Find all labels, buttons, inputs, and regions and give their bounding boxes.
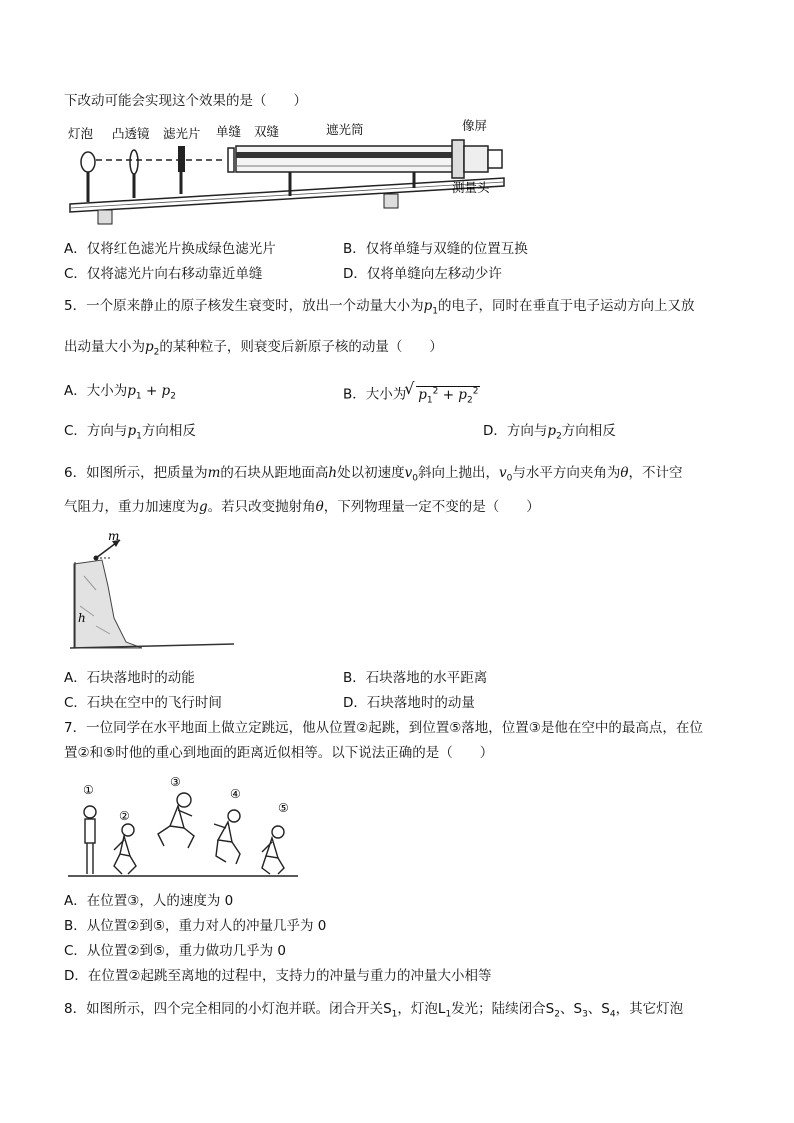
- q4-double-slit-apparatus-figure: [64, 116, 514, 228]
- label-pos3: ③: [170, 775, 181, 789]
- q6-option-d: D．石块落地时的动量: [343, 695, 475, 711]
- label-filter: 滤光片: [163, 126, 201, 141]
- label-probe: 测量头: [452, 180, 490, 195]
- label-pos4: ④: [230, 787, 241, 801]
- label-h: h: [78, 611, 86, 625]
- label-double-slit: 双缝: [254, 124, 280, 139]
- q4-stem-tail: 下改动可能会实现这个效果的是（ ）: [64, 93, 307, 109]
- label-pos2: ②: [119, 809, 130, 823]
- q7-option-d: D．在位置②起跳至离地的过程中，支持力的冲量与重力的冲量大小相等: [64, 968, 492, 984]
- q6-stem-line1: 6．如图所示，把质量为m的石块从距地面高h处以初速度$v_0$斜向上抛出，$v_0$与水平方向夹角为θ，不计空: [64, 465, 683, 484]
- q6-option-a: A．石块落地时的动能: [64, 670, 195, 686]
- q5-option-d: D．方向与$p_2$方向相反: [483, 423, 616, 442]
- q7-stem-line1: 7．一位同学在水平地面上做立定跳远，他从位置②起跳，到位置⑤落地，位置③是他在空中的最高点，在位: [64, 720, 703, 736]
- q4-option-a: A．仅将红色滤光片换成绿色滤光片: [64, 241, 276, 257]
- label-pos5: ⑤: [278, 801, 289, 815]
- q7-standing-long-jump-figure: [66, 772, 302, 882]
- q4-option-d: D．仅将单缝向左移动少许: [343, 266, 502, 282]
- q6-stem-line2: 气阻力，重力加速度为g。若只改变抛射角θ，下列物理量一定不变的是（ ）: [64, 499, 540, 515]
- q8-stem-line1: 8．如图所示，四个完全相同的小灯泡并联。闭合开关$S_1$，灯泡$L_1$发光；陆续闭合$S_2$、$S_3$、$S_4$，其它灯泡: [64, 1001, 684, 1020]
- q5-option-a: A．大小为$p_1 + p_2$: [64, 383, 176, 402]
- label-bulb: 灯泡: [68, 126, 94, 141]
- label-tube: 遮光筒: [326, 122, 364, 137]
- label-lens: 凸透镜: [112, 126, 150, 141]
- label-single-slit: 单缝: [216, 124, 242, 139]
- label-m: m: [108, 529, 120, 543]
- q5-stem-line2: 出动量大小为$p_2$的某种粒子，则衰变后新原子核的动量（ ）: [64, 339, 443, 358]
- q4-option-b: B．仅将单缝与双缝的位置互换: [343, 241, 528, 257]
- q5-stem-line1: 5．一个原来静止的原子核发生衰变时，放出一个动量大小为$p_1$的电子，同时在垂直于电子运动方向上又放: [64, 298, 695, 317]
- q7-option-a: A．在位置③，人的速度为 0: [64, 893, 234, 909]
- q6-option-b: B．石块落地的水平距离: [343, 670, 488, 686]
- q6-cliff-projectile-figure: [66, 526, 238, 658]
- q4-option-c: C．仅将滤光片向右移动靠近单缝: [64, 266, 263, 282]
- label-screen: 像屏: [462, 118, 488, 133]
- q7-stem-line2: 置②和⑤时他的重心到地面的距离近似相等。以下说法正确的是（ ）: [64, 745, 494, 761]
- label-pos1: ①: [83, 783, 94, 797]
- q5-option-c: C．方向与$p_1$方向相反: [64, 423, 196, 442]
- q5-option-b: B．大小为√ $p_1^2 + p_2^2$: [343, 382, 480, 409]
- q6-option-c: C．石块在空中的飞行时间: [64, 695, 222, 711]
- q7-option-b: B．从位置②到⑤，重力对人的冲量几乎为 0: [64, 918, 327, 934]
- q7-option-c: C．从位置②到⑤，重力做功几乎为 0: [64, 943, 287, 959]
